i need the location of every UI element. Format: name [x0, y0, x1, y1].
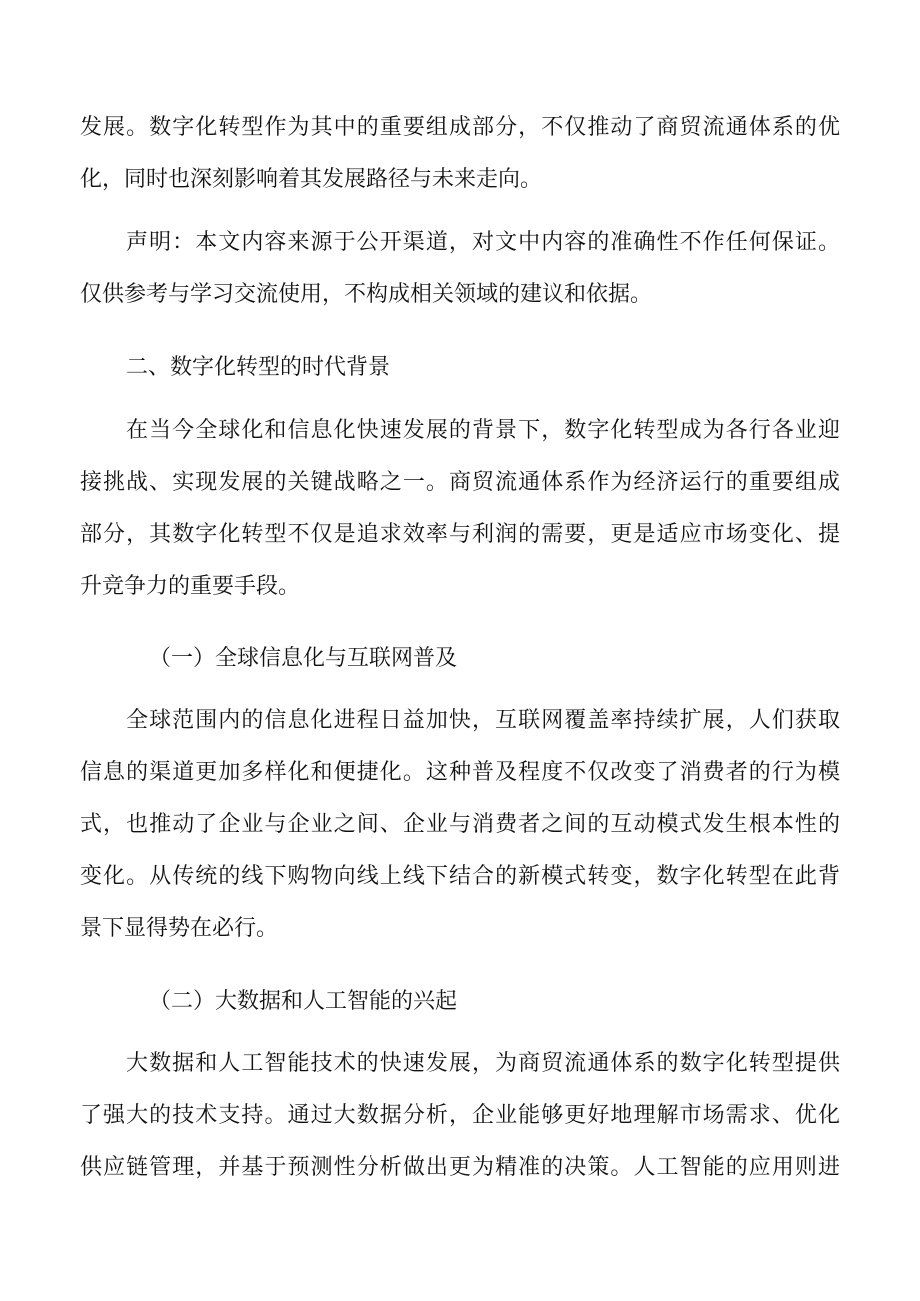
subsection-1-line-1: 全球范围内的信息化进程日益加快，互联网覆盖率持续扩展，人们获取: [126, 708, 840, 733]
subsection-2-line-3: 供应链管理，并基于预测性分析做出更为精准的决策。人工智能的应用则进: [80, 1155, 840, 1180]
subsection-1-line-4: 变化。从传统的线下购物向线上线下结合的新模式转变，数字化转型在此背: [80, 864, 840, 889]
section-paragraph-line-2: 接挑战、实现发展的关键战略之一。商贸流通体系作为经济运行的重要组成: [80, 470, 840, 495]
subsection-2-heading: （二）大数据和人工智能的兴起: [149, 989, 458, 1014]
subsection-2-line-1: 大数据和人工智能技术的快速发展，为商贸流通体系的数字化转型提供: [126, 1051, 840, 1076]
subsection-1-line-3: 式，也推动了企业与企业之间、企业与消费者之间的互动模式发生根本性的: [80, 812, 840, 837]
disclaimer-line-2: 仅供参考与学习交流使用，不构成相关领域的建议和依据。: [80, 282, 653, 307]
subsection-1-heading: （一）全球信息化与互联网普及: [149, 646, 458, 671]
subsection-1-line-2: 信息的渠道更加多样化和便捷化。这种普及程度不仅改变了消费者的行为模: [80, 760, 840, 785]
section-paragraph-line-1: 在当今全球化和信息化快速发展的背景下，数字化转型成为各行各业迎: [126, 418, 840, 443]
section-paragraph-line-4: 升竞争力的重要手段。: [80, 574, 301, 599]
section-heading: 二、数字化转型的时代背景: [126, 355, 391, 380]
intro-paragraph-line-1: 发展。数字化转型作为其中的重要组成部分，不仅推动了商贸流通体系的优: [80, 115, 840, 140]
subsection-1-line-5: 景下显得势在必行。: [80, 916, 279, 941]
intro-paragraph-line-2: 化，同时也深刻影响着其发展路径与未来走向。: [80, 167, 543, 192]
section-paragraph-line-3: 部分，其数字化转型不仅是追求效率与利润的需要，更是适应市场变化、提: [80, 522, 840, 547]
subsection-2-line-2: 了强大的技术支持。通过大数据分析，企业能够更好地理解市场需求、优化: [80, 1103, 840, 1128]
disclaimer-line-1: 声明：本文内容来源于公开渠道，对文中内容的准确性不作任何保证。: [126, 230, 840, 255]
